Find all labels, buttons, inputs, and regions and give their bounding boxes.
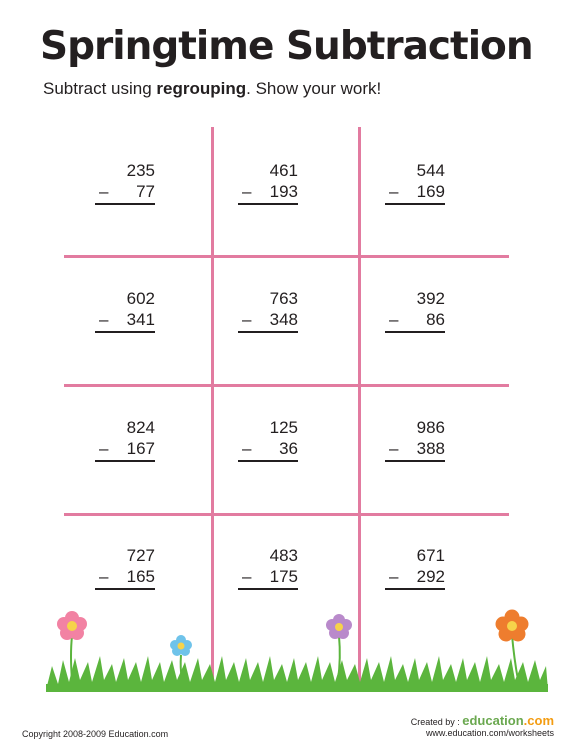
subtrahend: 165 xyxy=(126,567,155,586)
subtrahend: 86 xyxy=(426,310,445,329)
minuend: 824 xyxy=(126,418,155,437)
subtraction-problem xyxy=(95,160,155,205)
subtrahend: 167 xyxy=(126,439,155,458)
pink-flower-icon xyxy=(57,611,87,640)
minus-sign: – xyxy=(389,182,399,201)
instruction-text-end: . Show your work! xyxy=(246,79,382,98)
subtrahend: 169 xyxy=(416,182,445,201)
grid-divider-horizontal xyxy=(64,255,509,258)
minuend: 392 xyxy=(416,289,445,308)
minus-sign: – xyxy=(389,310,399,329)
minuend: 763 xyxy=(269,289,298,308)
minus-sign: – xyxy=(99,567,109,586)
minuend: 671 xyxy=(416,546,445,565)
copyright: Copyright 2008-2009 Education.com xyxy=(22,729,169,739)
minuend: 235 xyxy=(126,161,155,180)
subtraction-problem xyxy=(385,160,445,205)
minuend: 986 xyxy=(416,418,445,437)
subtrahend: 193 xyxy=(269,182,298,201)
subtraction-problem xyxy=(238,288,298,333)
brand-logo xyxy=(462,713,554,728)
spring-scene xyxy=(0,600,580,700)
subtrahend: 36 xyxy=(279,439,298,458)
minus-sign: – xyxy=(242,182,252,201)
minus-sign: – xyxy=(99,182,109,201)
instruction-keyword: regrouping xyxy=(156,79,247,98)
minuend: 125 xyxy=(269,418,298,437)
subtrahend: 341 xyxy=(126,310,155,329)
blue-flower-icon xyxy=(170,635,192,656)
grid-divider-horizontal xyxy=(64,513,509,516)
brand-name: education xyxy=(462,713,524,728)
minus-sign: – xyxy=(389,439,399,458)
subtraction-problem xyxy=(385,545,445,590)
minus-sign: – xyxy=(242,310,252,329)
minuend: 544 xyxy=(416,161,445,180)
created-by xyxy=(411,713,554,738)
page-title: Springtime Subtraction xyxy=(40,24,533,69)
grid-divider-horizontal xyxy=(64,384,509,387)
minus-sign: – xyxy=(99,310,109,329)
subtrahend: 292 xyxy=(416,567,445,586)
purple-flower-icon xyxy=(326,614,352,639)
minus-sign: – xyxy=(242,439,252,458)
minus-sign: – xyxy=(242,567,252,586)
subtraction-problem xyxy=(95,545,155,590)
subtraction-problem xyxy=(238,417,298,462)
subtraction-problem xyxy=(385,288,445,333)
subtrahend: 348 xyxy=(269,310,298,329)
grass-icon xyxy=(46,656,548,692)
subtraction-problem xyxy=(385,417,445,462)
worksheets-url: www.education.com/worksheets xyxy=(425,728,554,738)
instruction-text-start: Subtract using xyxy=(43,79,157,98)
subtrahend: 388 xyxy=(416,439,445,458)
subtraction-problem xyxy=(238,160,298,205)
subtrahend: 77 xyxy=(136,182,155,201)
minuend: 483 xyxy=(269,546,298,565)
subtraction-problem xyxy=(238,545,298,590)
subtraction-problem xyxy=(95,288,155,333)
minuend: 727 xyxy=(126,546,155,565)
minus-sign: – xyxy=(99,439,109,458)
created-by-label: Created by : xyxy=(410,717,460,727)
minuend: 602 xyxy=(126,289,155,308)
orange-flower-icon xyxy=(496,610,529,642)
subtraction-problem xyxy=(95,417,155,462)
minus-sign: – xyxy=(389,567,399,586)
subtrahend: 175 xyxy=(269,567,298,586)
brand-suffix: .com xyxy=(523,713,554,728)
minuend: 461 xyxy=(269,161,298,180)
